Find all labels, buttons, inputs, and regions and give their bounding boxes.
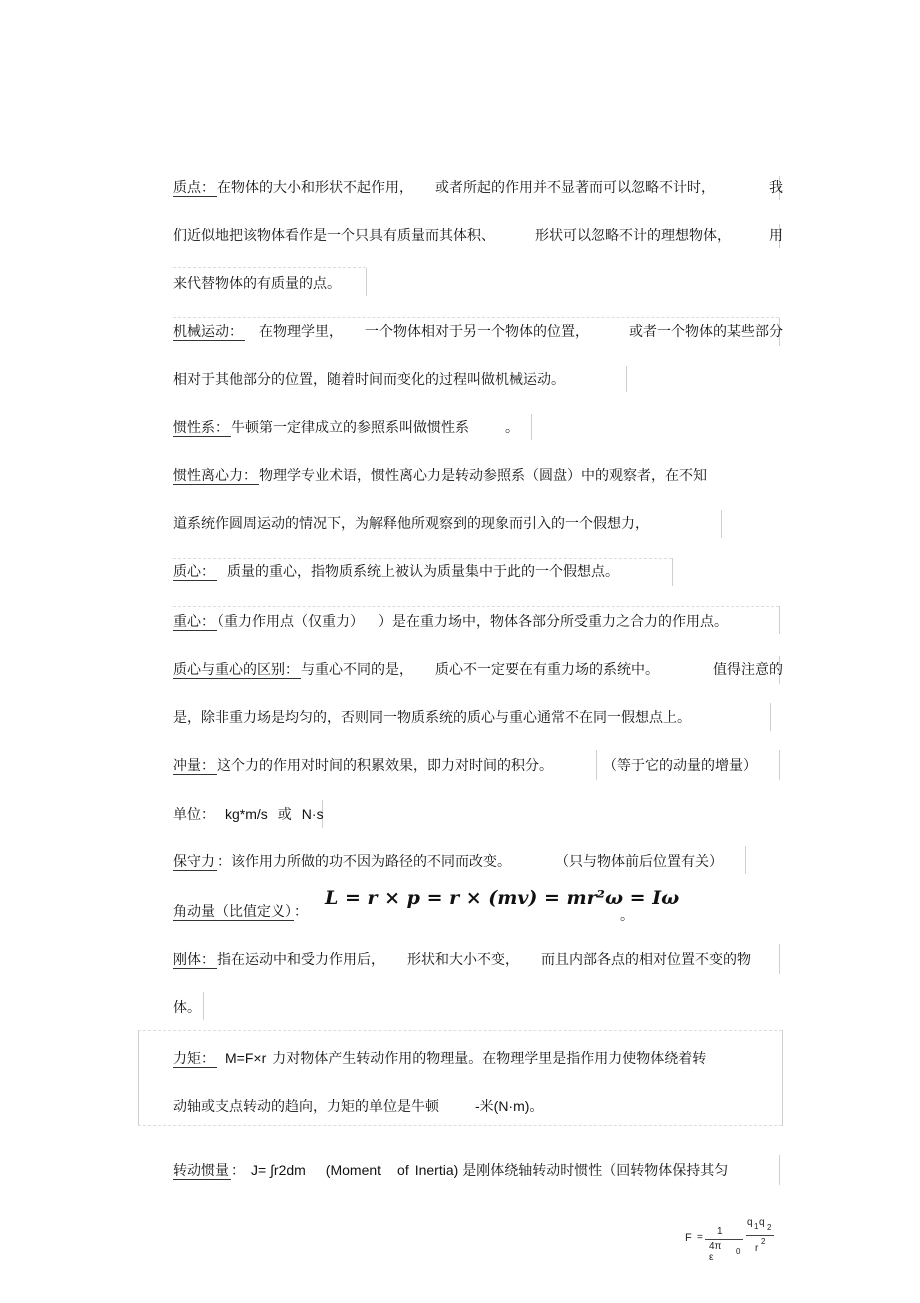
term-label: 转动惯量 [173,1163,229,1179]
definition-text: 是，除非重力场是均匀的，否则同一物质系统的质心与重心通常不在同一假想点上。 [173,710,691,726]
definition-text: (Moment [325,1162,382,1178]
definition-text: （只与物体前后位置有关） [555,854,723,870]
entry-centrifugal-force-line-1 [173,466,783,486]
formula-symbol: 2 [761,1237,766,1246]
definition-text: 道系统作圆周运动的情况下，为解释他所观察到的现象而引入的一个假想力， [173,516,649,532]
term-label: 质心： [173,564,215,580]
definition-text: 来代替物体的有质量的点。 [173,276,341,292]
definition-text: ）是在重力场中，物体各部分所受重力之合力的作用点。 [378,614,728,630]
term-label: 保守力 [173,854,215,870]
term-label: 质心与重心的区别： [173,662,299,678]
term-label: 单位： [173,807,215,823]
formula-symbol: 4π ε [709,1241,722,1263]
entry-mechanical-motion-line-2 [173,370,783,390]
definition-text: 在物理学里， [259,324,343,340]
term-label: 质点： [173,180,215,196]
term-label: 重心： [173,614,215,630]
entry-moment-of-inertia [173,1160,783,1181]
formula-symbol: 1 [754,1222,759,1231]
guide-line [138,1125,782,1126]
definition-text: 。 [505,420,519,436]
entry-center-of-gravity [173,612,783,632]
definition-text: 动轴或支点转动的趋向，力矩的单位是牛顿 [173,1099,439,1115]
formula-symbol: 2 [767,1223,772,1232]
guide-line [138,1030,782,1031]
definition-text: 力对物体产生转动作用的物理量。在物理学里是指作用力使物体绕着转 [272,1051,707,1067]
entry-torque-line-1 [173,1048,783,1069]
formula-text: M=F×r [225,1050,267,1066]
formula-symbol: r [755,1243,759,1254]
entry-conservative-force [173,852,783,872]
entry-mass-point-line-2 [173,226,783,246]
definition-text: 质心不一定要在有重力场的系统中。 [435,662,659,678]
entry-rigid-body-line-1 [173,950,783,970]
definition-text: 物理学专业术语，惯性离心力是转动参照系（圆盘）中的观察者，在不知 [259,468,707,484]
definition-text: ： [294,904,308,920]
definition-text: 在物体的大小和形状不起作用， [217,180,413,196]
formula-symbol: F [685,1232,692,1244]
entry-rigid-body-line-2 [173,998,783,1018]
definition-text: 。 [620,908,634,924]
entry-inertial-frame [173,418,783,438]
term-label: 力矩： [173,1051,215,1067]
definition-text: ：该作用力所做的功不因为路径的不同而改变。 [217,854,511,870]
definition-text: 质量的重心，指物质系统上被认为质量集中于此的一个假想点。 [227,564,619,580]
definition-text: 而且内部各点的相对位置不变的物 [541,952,751,968]
formula-symbol: 1 [717,1226,723,1237]
fraction-bar [705,1239,743,1240]
entry-mechanical-motion-line-1 [173,322,783,342]
fraction-bar [746,1235,774,1236]
definition-text: 相对于其他部分的位置，随着时间而变化的过程叫做机械运动。 [173,372,565,388]
definition-text: 指在运动中和受力作用后， [217,952,385,968]
definition-text: 我 [769,180,783,196]
guide-line [173,267,366,268]
unit-text: kg*m/s [225,806,268,822]
term-label: 惯性离心力： [173,468,257,484]
term-label: 冲量： [173,758,215,774]
definition-text: 一个物体相对于另一个物体的位置， [365,324,589,340]
definition-text: 这个力的作用对时间的积累效果，即力对时间的积分。 [217,758,553,774]
term-label: 刚体： [173,952,215,968]
definition-text: 形状可以忽略不计的理想物体， [535,228,731,244]
unit-text: N·s [301,806,324,822]
formula-symbol: q [759,1217,765,1228]
definition-text: of [397,1162,409,1178]
entry-unit [173,804,783,825]
definition-text: 与重心不同的是， [301,662,413,678]
unit-text: -米(N·m)。 [475,1098,544,1114]
definition-text: 是刚体绕轴转动时惯性（回转物体保持其匀 [462,1163,729,1179]
definition-text: Inertia) [414,1162,459,1178]
term-label: 惯性系： [173,420,229,436]
entry-difference-line-1 [173,660,783,680]
definition-text: 值得注意的 [713,662,783,678]
guide-line [173,317,779,318]
definition-text: 或者所起的作用并不显著而可以忽略不计时， [435,180,715,196]
entry-centrifugal-force-line-2 [173,514,783,534]
definition-text: （等于它的动量的增量） [603,758,757,774]
definition-text: （重力作用点（仅重力） [217,614,364,630]
entry-mass-point-line-1 [173,178,783,198]
term-label: 机械运动： [173,324,243,340]
term-label: 角动量（比值定义） [173,904,292,920]
definition-text: 或 [277,807,292,823]
formula-text: J= ∫r2dm [251,1162,306,1178]
guide-line [138,1030,139,1126]
entry-torque-line-2 [173,1096,783,1117]
definition-text: 或者一个物体的某些部分 [629,324,783,340]
formula-symbol: q [747,1217,753,1228]
definition-text: ： [231,1163,245,1179]
formula-symbol: = [697,1232,703,1243]
guide-line [173,558,672,559]
guide-line [173,606,779,607]
formula-symbol: 0 [736,1247,741,1256]
definition-text: 体。 [173,1000,201,1016]
angular-momentum-formula: L = r × p = r × (mv) = mr²ω = Iω [325,887,680,909]
entry-impulse [173,756,783,776]
definition-text: 牛顿第一定律成立的参照系叫做惯性系 [231,420,469,436]
entry-difference-line-2 [173,708,783,728]
entry-mass-point-line-3 [173,274,783,294]
definition-text: 们近似地把该物体看作是一个只具有质量而其体积、 [173,228,495,244]
definition-text: 形状和大小不变， [407,952,519,968]
definition-text: 用 [769,228,783,244]
entry-center-of-mass [173,562,783,582]
